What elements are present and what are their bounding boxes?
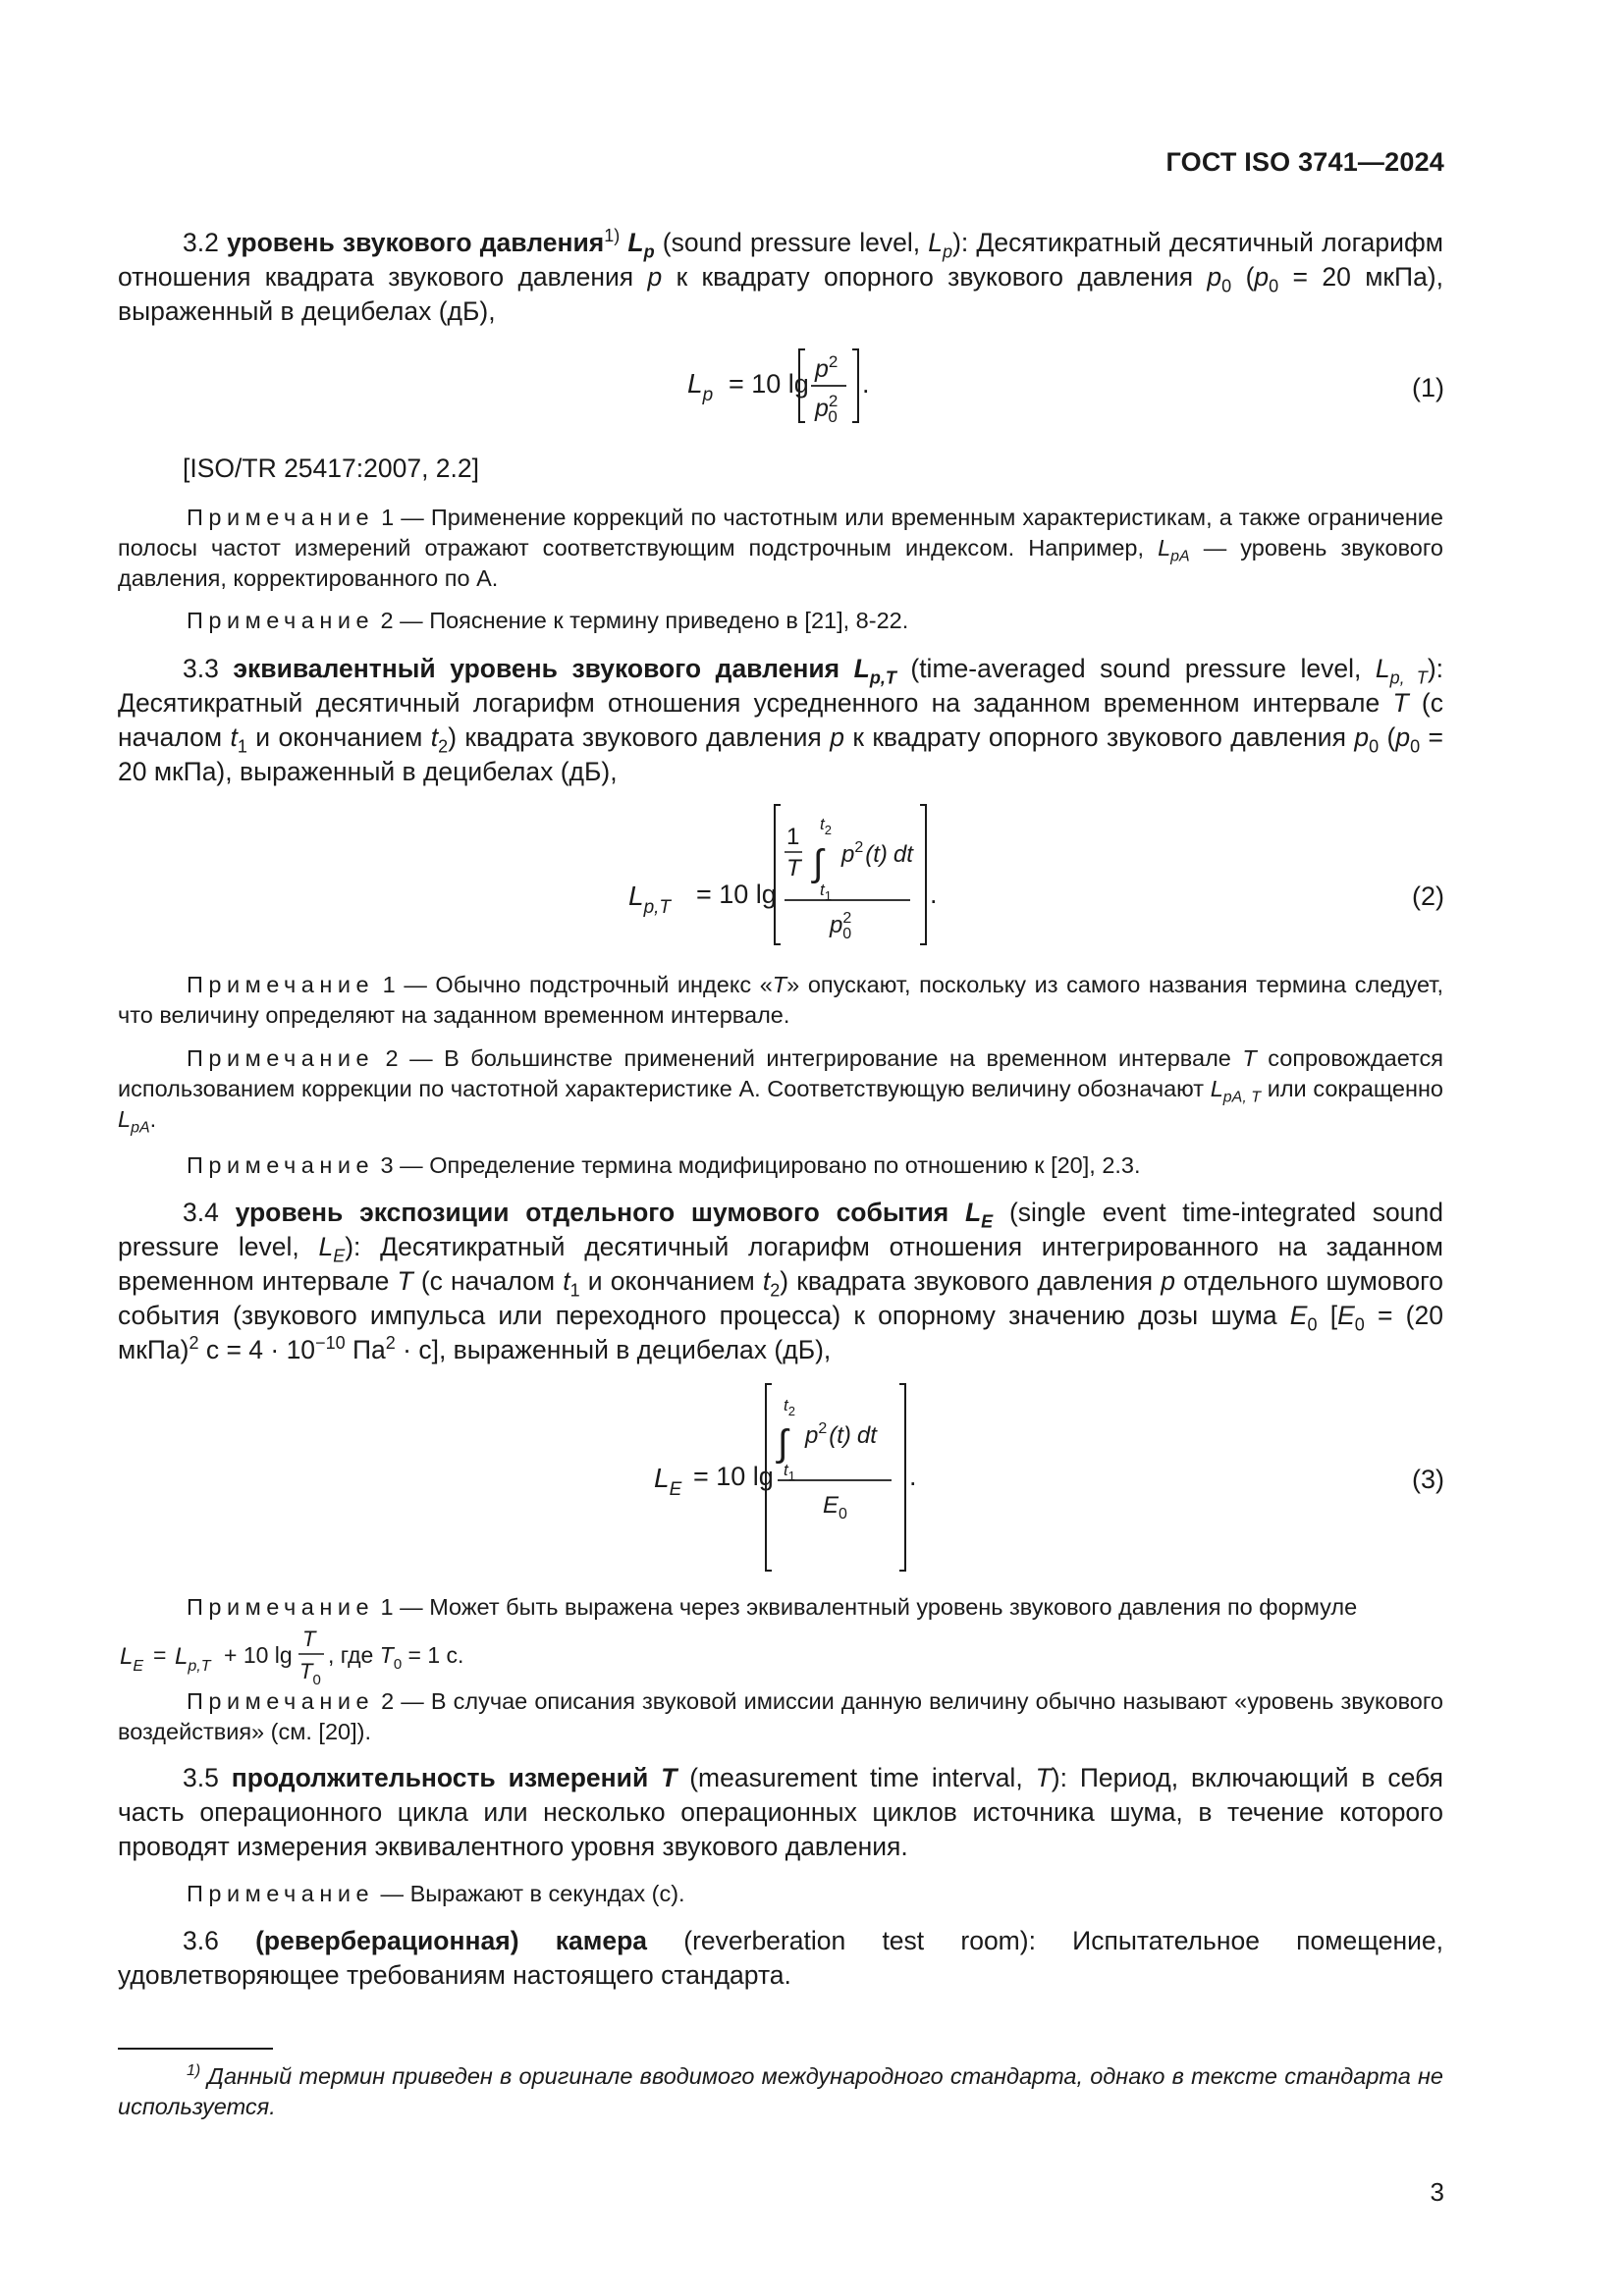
eq2-T: T — [786, 855, 801, 881]
eq3-dot: . — [909, 1462, 917, 1491]
equation-number-1: (1) — [1412, 373, 1444, 402]
term-title: уровень экспозиции отдельного шумового события — [235, 1198, 949, 1227]
nf-where: , где $T_0 = 1$ с. — [328, 1642, 464, 1673]
eq3-denominator: $E_0$ — [823, 1492, 847, 1522]
clause-number: 3.5 — [183, 1763, 219, 1792]
clause-3-4: 3.4 уровень экспозиции отдельного шумового события $L_E$ (single event time-integrated sound pressure level, $L_E$): Десятикратный десятичный логарифм отношения интегрированного на заданном временном интервале T (с началом $t_1$ и окончанием $t_2$) квадрата звукового давления p отдельного шумового события (звукового импульса или переходного процесса) к опорному значению дозы шума $E_0$ [$E_0 = (20$ мкПа)$^2$ $с = 4 \cdot 10^{-10}$ $Па^2 \cdot с$], выраженный в децибелах (дБ), — [118, 1198, 1444, 1364]
eq2-eq: = 10 lg — [696, 880, 777, 909]
eq3-bracket-right — [899, 1384, 905, 1571]
note-3-3-3: Примечание 3 — Определение термина модифицировано по отношению к [20], 2.3. — [187, 1152, 1141, 1178]
eq3-upper-limit: $t_2$ — [784, 1396, 795, 1418]
term-title: (реверберационная) камера — [255, 1926, 648, 1955]
eq3-lhs: $L_E$ — [654, 1463, 682, 1500]
note-3-3-2: Примечание 2 — В большинстве применений интегрирование на временном интервале T сопровождается использованием коррекции по частотной характеристике A. Соответствующую величину обозначают $L_{pA, T}$ или сокращенно $L_{pA}$. — [118, 1045, 1443, 1137]
nf-den: $T_0$ — [299, 1659, 321, 1688]
footnote-mark: 1) — [187, 2062, 201, 2080]
clause-3-6: 3.6 (реверберационная) камера (reverberation test room): Испытательное помещение, удовлетворяющее требованиям настоящего стандарта. — [118, 1926, 1443, 1990]
clause-number: 3.2 — [183, 228, 219, 257]
term-title: эквивалентный уровень звукового давления — [233, 654, 840, 683]
eq1-bracket-right — [852, 349, 858, 422]
eq2-lhs: $L_{p,T}$ — [628, 881, 672, 918]
eq3-eq: = 10 lg — [693, 1462, 774, 1491]
note-3-5: Примечание — Выражают в секундах (с). — [187, 1881, 685, 1906]
equation-number-3: (3) — [1412, 1465, 1444, 1494]
nf-L: $L_{p,T}$ — [175, 1643, 211, 1675]
note-3-2-2: Примечание 2 — Пояснение к термину приведено в [21], 8-22. — [187, 608, 909, 633]
eq1-numerator: $p^2$ — [815, 352, 839, 383]
eq2-one: 1 — [786, 824, 800, 850]
eq2-integrand: $p^2(t)$ dt — [841, 839, 913, 868]
term-symbol: T — [661, 1763, 677, 1792]
nf-num: T — [302, 1627, 316, 1651]
term-title: продолжительность измерений — [231, 1763, 649, 1792]
term-symbol: $L_p$ — [627, 228, 655, 262]
equation-1 — [677, 342, 913, 430]
eq1-eq: = 10 lg — [729, 369, 809, 399]
eq2-bracket-left — [775, 805, 781, 944]
clause-number: 3.6 — [183, 1926, 219, 1955]
eq1-dot: . — [862, 369, 870, 399]
equation-3 — [648, 1379, 933, 1575]
note-3-3-1: Примечание 1 — Обычно подстрочный индекс «T» опускают, поскольку из самого названия термина следует, что величину определяют на заданном временном интервале. — [118, 972, 1443, 1028]
eq3-lower-limit: $t_1$ — [784, 1461, 795, 1483]
term-symbol: $L_E$ — [964, 1198, 994, 1232]
equation-2 — [623, 797, 947, 954]
eq2-upper-limit: $t_2$ — [820, 815, 832, 837]
eq3-integrand: $p^2(t)$ dt — [805, 1420, 877, 1449]
eq2-bracket-right — [920, 805, 926, 944]
clause-3-3: 3.3 эквивалентный уровень звукового давления $L_{p,T}$ (time-averaged sound pressure level, $L_{p, T}$): Десятикратный десятичный логарифм отношения усредненного на заданном временном интервале T (с началом $t_1$ и окончанием $t_2$) квадрата звукового давления p к квадрату опорного звукового давления $p_0$ ($p_0 = 20$ мкПа), выраженный в децибелах (дБ), — [118, 654, 1443, 786]
clause-3-5: 3.5 продолжительность измерений T (measurement time interval, T): Период, включающий в себя часть операционного цикла или несколько операционных циклов источника шума, в течение которого проводят измерения эквивалентного уровня звукового давления. — [118, 1763, 1444, 1861]
english-term: (sound pressure level, — [662, 228, 929, 257]
eq1-denominator: $p^2$ 0 — [815, 392, 839, 426]
eq2-denominator: $p^2$ 0 — [830, 910, 852, 942]
standard-code: ГОСТ ISO 3741—2024 — [1165, 147, 1444, 177]
eq3-integral: ∫ — [778, 1423, 788, 1465]
footnote-mark: 1) — [604, 226, 621, 246]
clause-number: 3.4 — [183, 1198, 219, 1227]
footnote-separator — [118, 2048, 273, 2050]
note-3-4-2: Примечание 2 — В случае описания звуковой имиссии данную величину обычно называют «уровень звукового воздействия» (см. [20]). — [118, 1688, 1443, 1744]
nf-lhs: $L_E$ — [120, 1643, 144, 1675]
note-3-4-1: Примечание 1 — Может быть выражена через эквивалентный уровень звукового давления по формуле — [187, 1594, 1358, 1620]
eq1-lhs: $L_p$ — [687, 368, 714, 405]
eq2-lower-limit: $t_1$ — [820, 881, 832, 903]
note-3-2-1: Примечание 1 — Применение коррекций по частотным или временным характеристикам, а также ограничение полосы частот измерений отражают соответствующим подстрочным индексом. Например, $L_{pA}$ — уровень звукового давления, корректированного по A. — [118, 505, 1443, 591]
term-title: уровень звукового давления — [227, 228, 605, 257]
term-symbol: $L_{p,T}$ — [853, 654, 896, 688]
eq2-integral: ∫ — [813, 843, 824, 884]
note-3-4-1-formula — [118, 1625, 530, 1689]
clause-3-2: 3.2 уровень звукового давления$^{1)}$ $L_p$ (sound pressure level, $L_p$): Десятикратный десятичный логарифм отношения квадрата звукового давления p к квадрату опорного звукового давления $p_0$ ($p_0 = 20$ мкПа), выраженный в децибелах (дБ), — [118, 226, 1443, 326]
equation-number-2: (2) — [1412, 881, 1444, 911]
footnote: $^{1)}$ Данный термин приведен в оригинале вводимого международного стандарта, однако в тексте стандарта не используется. — [118, 2062, 1443, 2119]
page-number: 3 — [1430, 2177, 1444, 2207]
nf-eq: = — [153, 1642, 167, 1668]
source-reference: [ISO/TR 25417:2007, 2.2] — [183, 454, 479, 483]
clause-number: 3.3 — [183, 654, 219, 683]
nf-plus: + 10 lg — [224, 1642, 293, 1668]
eq2-dot: . — [930, 880, 938, 909]
